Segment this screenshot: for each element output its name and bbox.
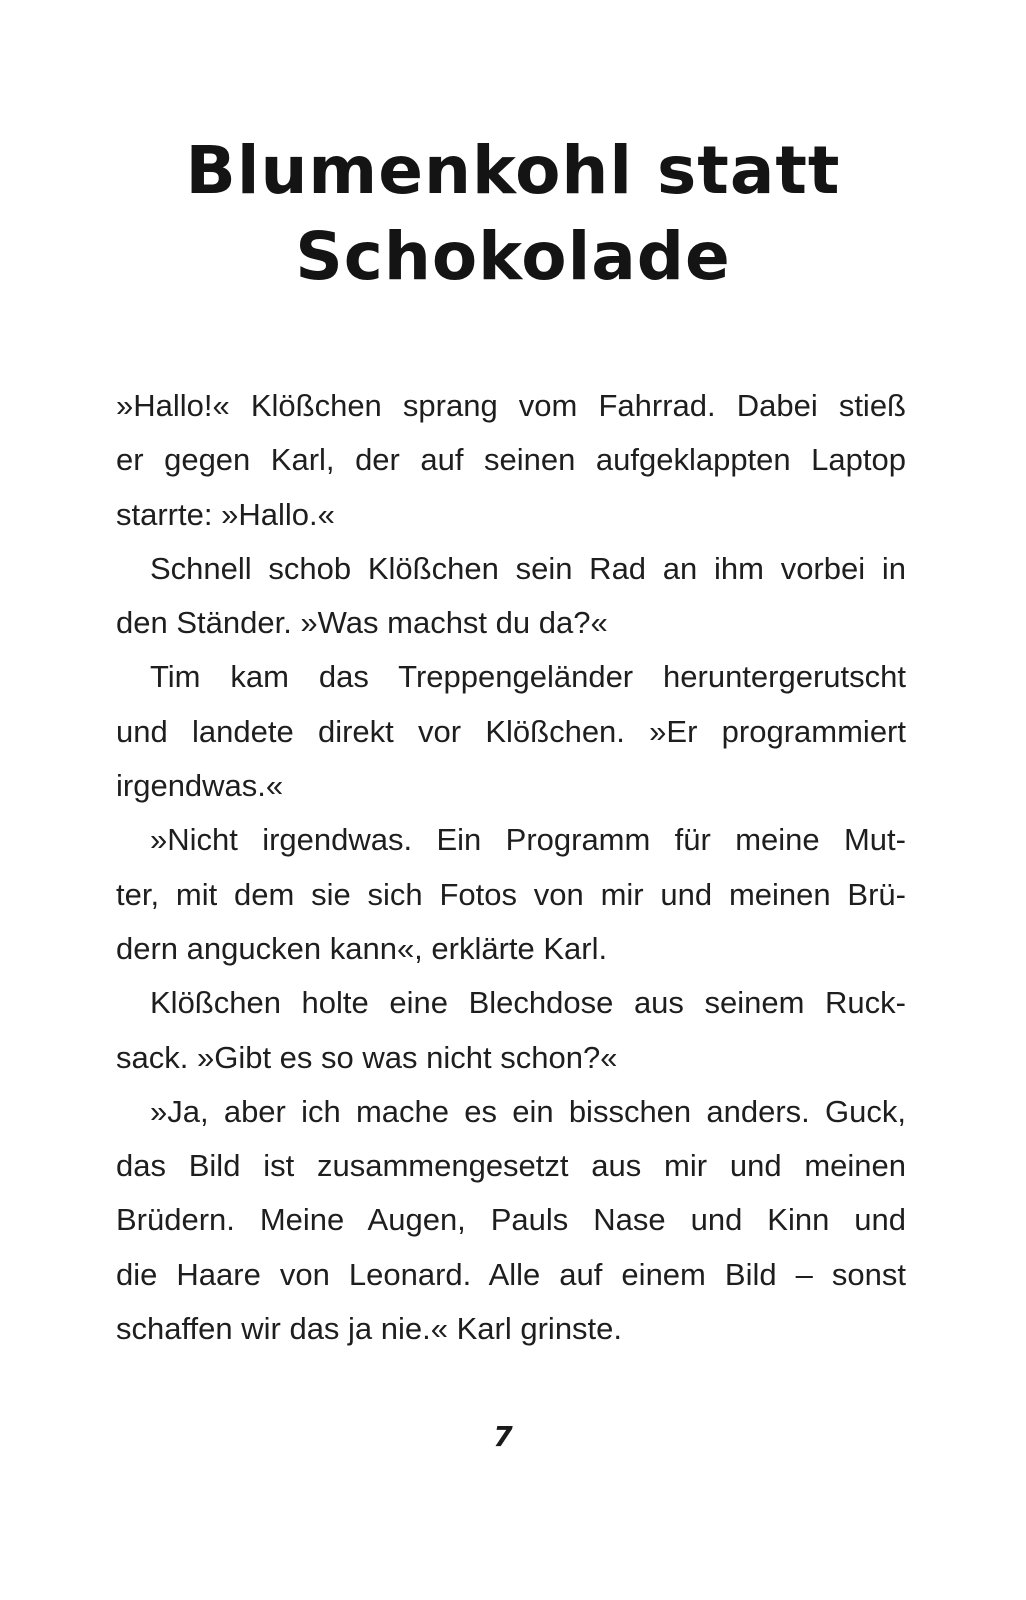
text-line: schaffen wir das ja nie.« Karl grinste. xyxy=(116,1311,623,1347)
text-line: »Hallo!« Klößchen sprang vom Fahrrad. Dabei stieß xyxy=(116,388,906,423)
text-line: Brüdern. Meine Augen, Pauls Nase und Kinn und xyxy=(116,1202,906,1238)
text-line: das Bild ist zusammengesetzt aus mir und meinen xyxy=(116,1148,906,1184)
chapter-title xyxy=(0,128,1026,300)
chapter-title-line-2: Schokolade xyxy=(295,218,731,295)
text-line: die Haare von Leonard. Alle auf einem Bild – sonst xyxy=(116,1256,906,1292)
text-line: Tim kam das Treppengeländer heruntergerutscht xyxy=(150,659,906,695)
text-line: und landete direkt vor Klößchen. »Er programmiert xyxy=(116,713,906,749)
text-line: irgendwas.« xyxy=(116,768,284,804)
text-line: dern angucken kann«, erklärte Karl. xyxy=(116,930,608,966)
text-line: Schnell schob Klößchen sein Rad an ihm vorbei in xyxy=(150,550,906,586)
text-line: den Ständer. »Was machst du da?« xyxy=(116,605,608,641)
text-line: starrte: »Hallo.« xyxy=(116,496,335,532)
text-line: »Nicht irgendwas. Ein Programm für meine Mut- xyxy=(150,822,906,858)
text-line: ter, mit dem sie sich Fotos von mir und meinen Brü- xyxy=(116,876,906,912)
text-line: er gegen Karl, der auf seinen aufgeklappten Laptop xyxy=(116,442,906,478)
body-text xyxy=(116,379,906,1356)
text-line: sack. »Gibt es so was nicht schon?« xyxy=(116,1039,618,1075)
chapter-title-line-1: Blumenkohl statt xyxy=(185,132,841,209)
text-line: Klößchen holte eine Blechdose aus seinem Ruck- xyxy=(150,985,906,1021)
page-number: 7 xyxy=(493,1420,513,1453)
text-line: »Ja, aber ich mache es ein bisschen anders. Guck, xyxy=(150,1093,906,1129)
